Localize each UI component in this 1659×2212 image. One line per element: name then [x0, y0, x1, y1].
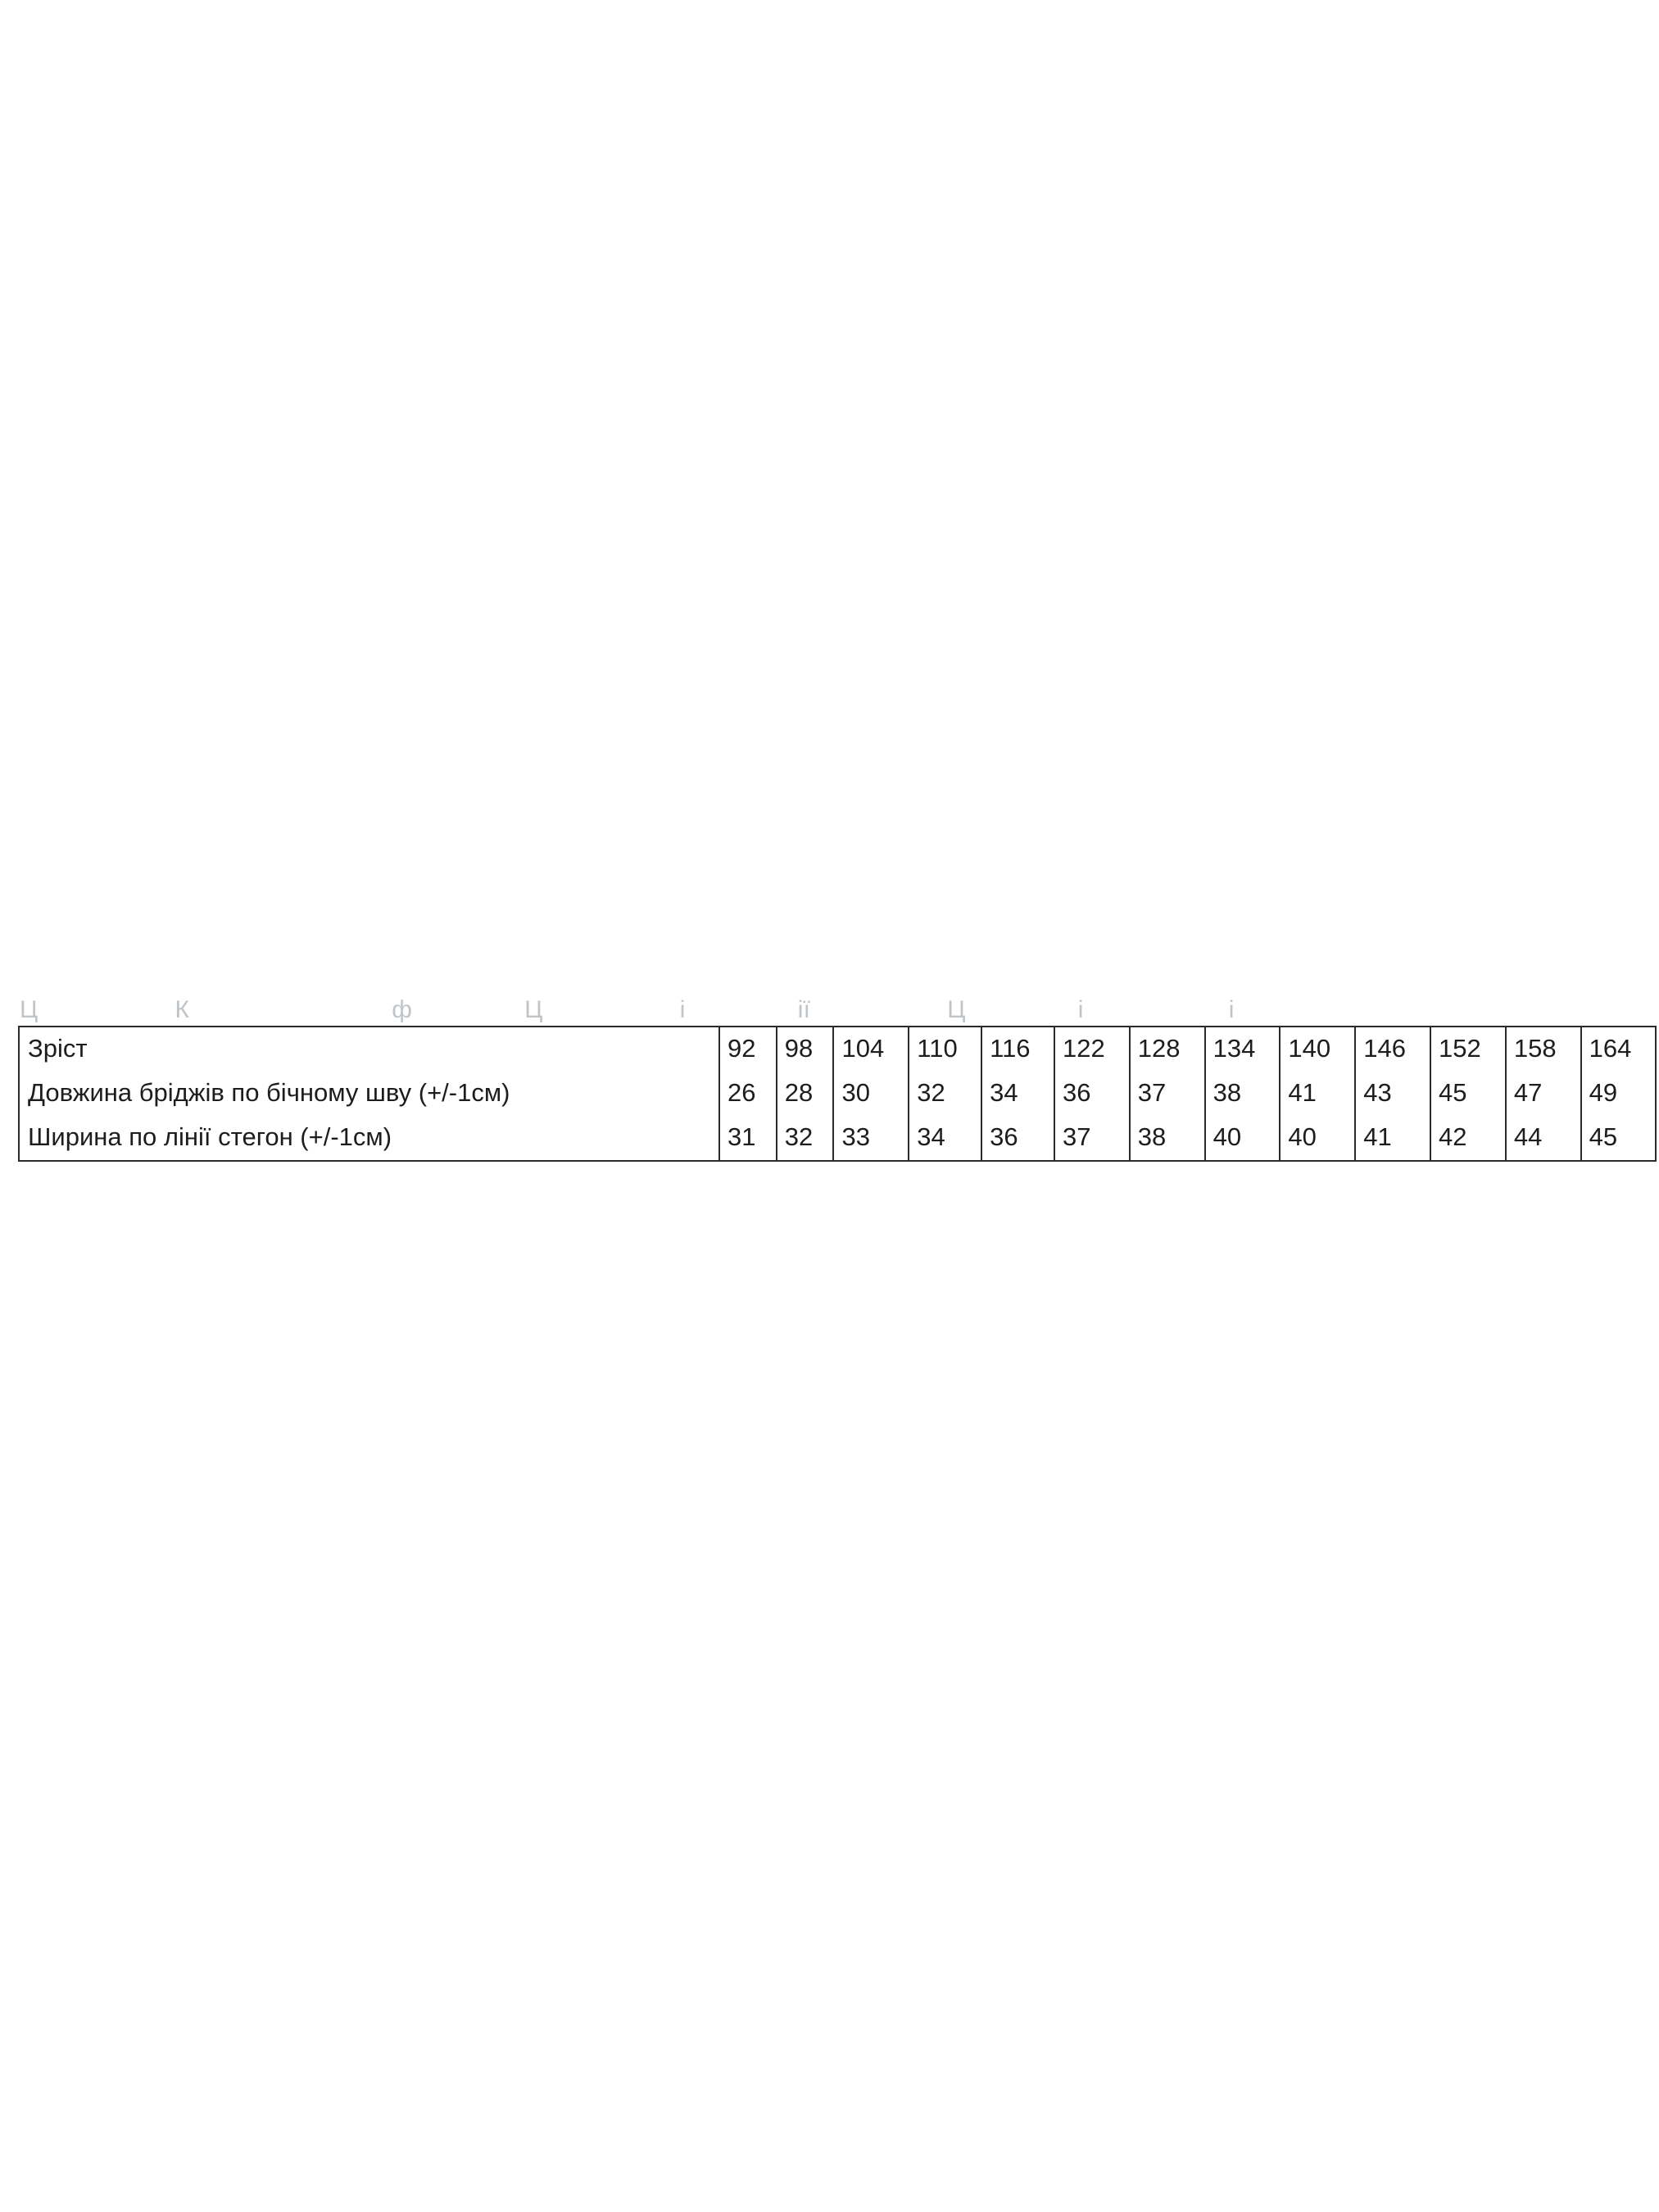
table-row [20, 1116, 1655, 1160]
cell-length-2: 30 [834, 1072, 909, 1116]
cell-height-5: 122 [1055, 1027, 1131, 1072]
cell-height-0: 92 [720, 1027, 777, 1072]
cell-length-1: 28 [777, 1072, 835, 1116]
cell-hip-0: 31 [720, 1116, 777, 1160]
cell-hip-5: 37 [1055, 1116, 1131, 1160]
cell-hip-3: 34 [909, 1116, 982, 1160]
cell-hip-9: 41 [1356, 1116, 1431, 1160]
cell-length-3: 32 [909, 1072, 982, 1116]
cell-hip-8: 40 [1281, 1116, 1356, 1160]
ghost-fragment-6: ії [797, 996, 811, 1023]
cell-height-11: 158 [1507, 1027, 1582, 1072]
ghost-fragment-3: ф [392, 996, 413, 1023]
cell-height-3: 110 [909, 1027, 982, 1072]
row-label-hip-width: Ширина по лінії стегон (+/-1см) [20, 1116, 720, 1160]
cell-length-5: 36 [1055, 1072, 1131, 1116]
cell-height-2: 104 [834, 1027, 909, 1072]
cell-length-7: 38 [1206, 1072, 1281, 1116]
cell-length-8: 41 [1281, 1072, 1356, 1116]
clipped-text-row [20, 996, 1650, 1023]
cell-height-9: 146 [1356, 1027, 1431, 1072]
ghost-fragment-8: і [1077, 996, 1084, 1023]
cell-height-8: 140 [1281, 1027, 1356, 1072]
cell-length-11: 47 [1507, 1072, 1582, 1116]
cell-hip-12: 45 [1589, 1122, 1618, 1151]
size-chart-container [18, 1026, 1657, 1162]
cell-height-7: 134 [1206, 1027, 1281, 1072]
cell-length-10: 45 [1431, 1072, 1507, 1116]
cell-hip-4: 36 [982, 1116, 1055, 1160]
size-chart-table [18, 1026, 1657, 1162]
cell-height-6: 128 [1131, 1027, 1206, 1072]
cell-hip-7: 40 [1206, 1116, 1281, 1160]
table-row [20, 1027, 1655, 1072]
cell-hip-2: 33 [834, 1116, 909, 1160]
cell-length-6: 37 [1131, 1072, 1206, 1116]
ghost-fragment-5: і [679, 996, 686, 1023]
ghost-fragment-7: Ц [947, 996, 966, 1023]
cell-hip-10: 42 [1431, 1116, 1507, 1160]
cell-hip-11: 44 [1507, 1116, 1582, 1160]
cell-hip-1: 32 [777, 1116, 835, 1160]
row-label-length: Довжина бріджів по бічному шву (+/-1см) [20, 1072, 720, 1116]
size-chart-body [20, 1027, 1655, 1160]
ghost-fragment-9: і [1228, 996, 1235, 1023]
cell-hip-6: 38 [1131, 1116, 1206, 1160]
table-row [20, 1072, 1655, 1116]
cell-height-10: 152 [1431, 1027, 1507, 1072]
ghost-fragment-2: К [175, 996, 190, 1023]
cell-height-12: 164 [1589, 1034, 1632, 1063]
cell-length-9: 43 [1356, 1072, 1431, 1116]
cell-length-12: 49 [1589, 1078, 1618, 1107]
cell-height-1: 98 [777, 1027, 835, 1072]
ghost-fragment-4: Ц [524, 996, 543, 1023]
cell-length-0: 26 [720, 1072, 777, 1116]
cell-height-4: 116 [982, 1027, 1055, 1072]
row-label-height: Зріст [20, 1027, 720, 1072]
ghost-fragment-1: Ц [20, 996, 39, 1023]
cell-length-4: 34 [982, 1072, 1055, 1116]
